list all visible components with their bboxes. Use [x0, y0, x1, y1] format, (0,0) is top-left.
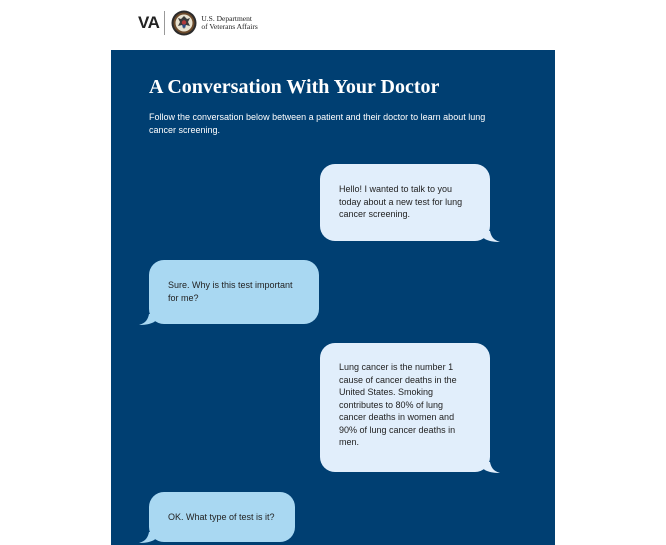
- bubble-tail: [137, 314, 161, 326]
- department-line-1: U.S. Department: [201, 14, 252, 23]
- message-text: Sure. Why is this test important for me?: [168, 280, 293, 303]
- doctor-message-bubble: [320, 343, 490, 472]
- logo-divider: [164, 11, 165, 35]
- page-title: A Conversation With Your Doctor: [149, 76, 440, 98]
- bubble-tail: [137, 532, 161, 544]
- message-text: OK. What type of test is it?: [168, 512, 275, 522]
- bubble-tail: [478, 231, 502, 243]
- doctor-message-bubble: [320, 164, 490, 241]
- message-text: Hello! I wanted to talk to you today about a new test for lung cancer screening.: [339, 184, 463, 219]
- message-text: Lung cancer is the number 1 cause of cancer deaths in the United States. Smoking contributes to 80% of lung cancer deaths in women and 90% of lung cancer deaths in men.: [339, 362, 457, 447]
- department-line-2: of Veterans Affairs: [201, 22, 258, 31]
- bubble-tail: [478, 462, 502, 474]
- va-seal-icon[interactable]: [171, 10, 197, 36]
- department-name: [201, 15, 257, 31]
- conversation-panel: [111, 50, 555, 545]
- site-header: [138, 8, 258, 38]
- patient-message-bubble: [149, 492, 295, 542]
- patient-message-bubble: [149, 260, 319, 324]
- va-logo-text[interactable]: VA: [138, 13, 160, 32]
- intro-text: Follow the conversation below between a patient and their doctor to learn about lung cancer screening.: [149, 112, 486, 135]
